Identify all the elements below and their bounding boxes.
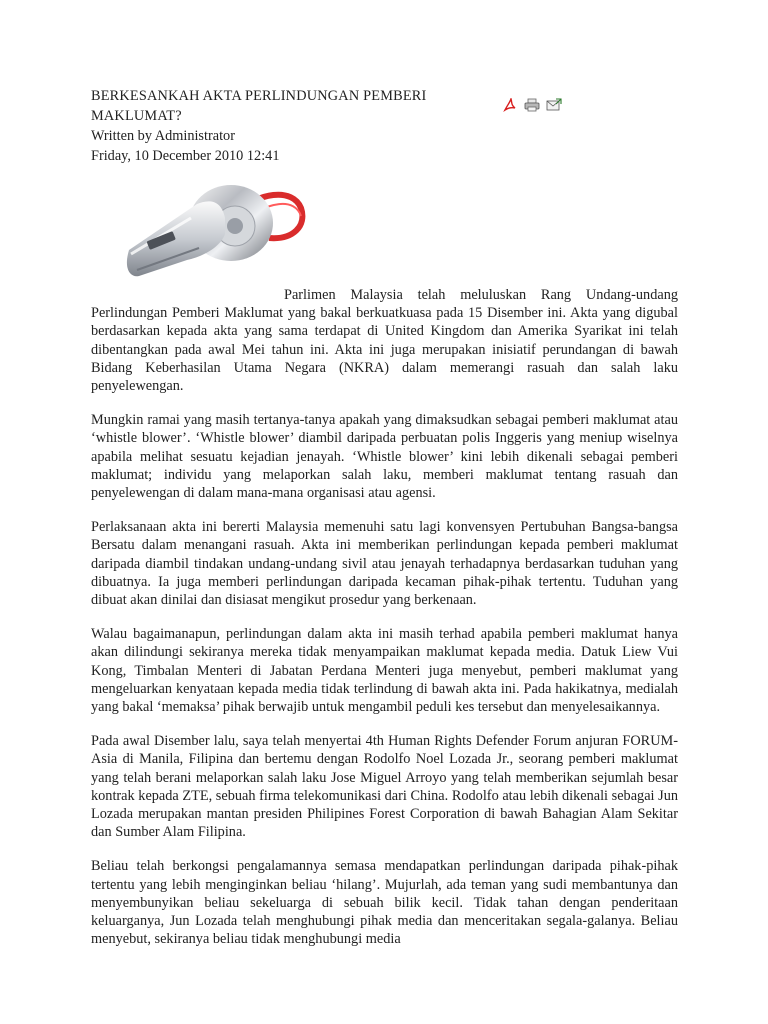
email-icon[interactable] xyxy=(546,98,562,112)
article-title: BERKESANKAH AKTA PERLINDUNGAN PEMBERI MAKLUMAT? xyxy=(91,88,427,124)
whistle-illustration xyxy=(109,178,309,286)
paragraph: Pada awal Disember lalu, saya telah menyertai 4th Human Rights Defender Forum anjuran FORUM-Asia di Manila, Filipina dan bertemu dengan Rodolfo Noel Lozada Jr., seorang pemberi maklumat yang telah berani melaporkan salah laku Jose Miguel Arroyo yang telah memberikan sejumlah besar kontrak kepada ZTE, sebuah firma telekomunikasi dari China. Rodolfo atau lebih dikenali sebagai Jun Lozada merupakan mantan presiden Philipines Forest Corporation di bawah Bahagian Alam Sekitar dan Sumber Alam Filipina. xyxy=(91,733,678,841)
paragraph: Perlaksanaan akta ini bererti Malaysia memenuhi satu lagi konvensyen Pertubuhan Bangsa-bangsa Bersatu dalam menangani rasuah. Akta ini memberikan perlindungan kepada pemberi maklumat daripada diambil tindakan undang-undang sivil atau jenayah terhadapnya berdasarkan tuduhan yang dibuatnya. Ia juga memberi perlindungan daripada kecaman pihak-pihak tertentu. Tuduhan yang dibuat akan dinilai dan disiasat mengikut prosedur yang berkenaan. xyxy=(91,519,678,609)
article-date: Friday, 10 December 2010 12:41 xyxy=(91,148,280,164)
article-header xyxy=(91,86,678,166)
paragraph: Beliau telah berkongsi pengalamannya semasa mendapatkan perlindungan daripada pihak-pihak tertentu yang lebih menginginkan beliau ‘hilang’. Mujurlah, ada teman yang sudi membantunya dan menyembunyikan beliau sekeluarga di sebuah bilik kecil. Tidak tahan dengan penderitaan keluarganya, Jun Lozada telah menghubungi pihak media dan menceritakan segala-galanya. Beliau menyebut, sekiranya beliau tidak menghubungi media xyxy=(91,858,678,948)
article-actions xyxy=(502,98,562,112)
paragraph: Walau bagaimanapun, perlindungan dalam akta ini masih terhad apabila pemberi maklumat hanya akan dilindungi sekiranya mereka tidak menyampaikan maklumat kepada media. Datuk Liew Vui Kong, Timbalan Menteri di Jabatan Perdana Menteri juga menyebut, pemberi maklumat yang mengeluarkan kenyataan kepada media tidak terlindung di bawah akta ini. Pada hakikatnya, medialah yang bakal ‘memaksa’ pihak berwajib untuk mengambil peduli kes tersebut dan menyelesaikannya. xyxy=(91,626,678,716)
pdf-icon[interactable] xyxy=(502,98,518,112)
article-body xyxy=(91,286,678,949)
paragraph: Parlimen Malaysia telah meluluskan Rang Undang-undang Perlindungan Pemberi Maklumat yang bakal berkuatkuasa pada 15 Disember ini. Akta yang digubal berdasarkan kepada akta yang sama terdapat di United Kingdom dan Amerika Syarikat ini telah dibentangkan pada awal Mei tahun ini. Akta ini juga merupakan inisiatif perundangan di bawah Bidang Keberhasilan Utama Negara (NKRA) dalam memerangi rasuah dan salah laku penyelewengan. xyxy=(91,287,678,395)
print-icon[interactable] xyxy=(524,98,540,112)
article xyxy=(91,86,678,965)
whistle-image xyxy=(91,178,311,286)
article-author: Written by Administrator xyxy=(91,128,235,144)
paragraph: Mungkin ramai yang masih tertanya-tanya apakah yang dimaksudkan sebagai pemberi maklumat atau ‘whistle blower’. ‘Whistle blower’ diambil daripada perbuatan polis Inggeris yang meniup wiselnya apabila melihat sesuatu kejadian jenayah. ‘Whistle blower’ kini lebih dikenali sebagai pemberi maklumat; individu yang melaporkan salah laku, memberi maklumat tentang rasuah dan penyelewengan di dalam mana-mana organisasi atau agensi. xyxy=(91,412,678,502)
